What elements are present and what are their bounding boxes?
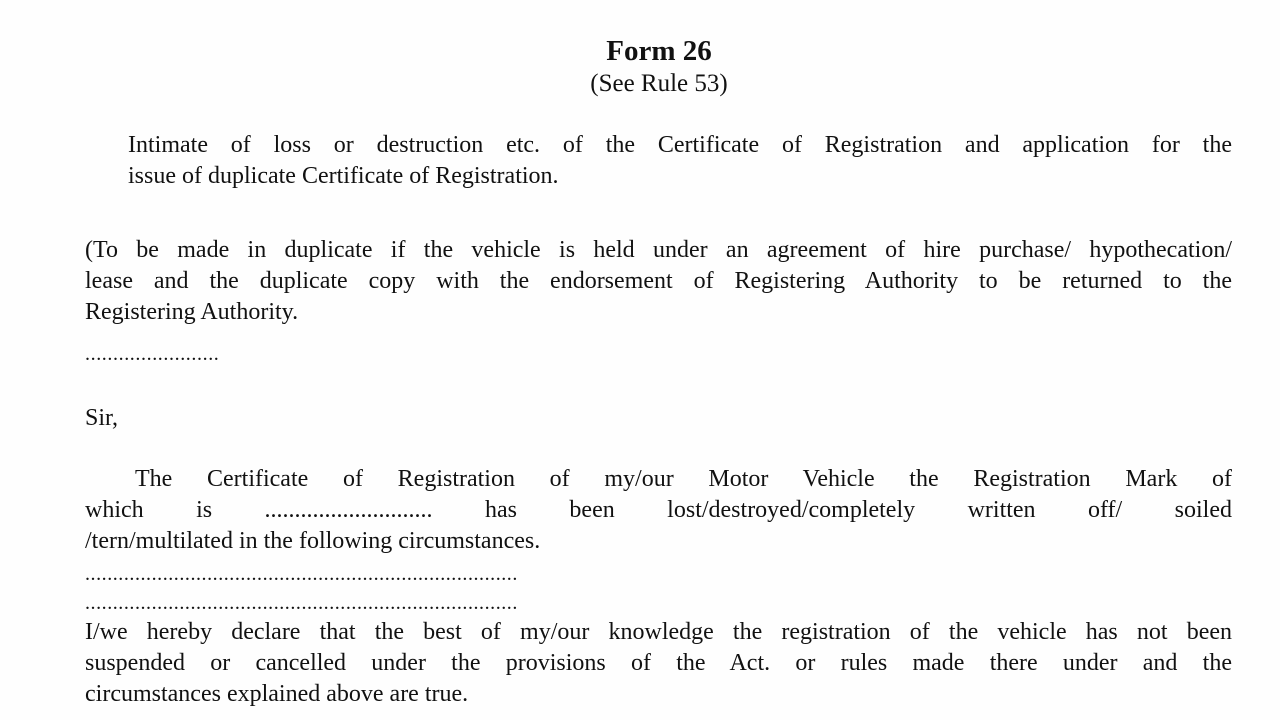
duplicate-instruction-note — [85, 235, 1232, 328]
text-line: (To be made in duplicate if the vehicle is held under an agreement of hire purchase/ hypothecation/ — [85, 237, 1232, 263]
text-line: /tern/multilated in the following circumstances. — [85, 528, 541, 554]
circumstances-blank-field-1[interactable]: .............................................................................. — [85, 563, 518, 585]
text-line: lease and the duplicate copy with the endorsement of Registering Authority to be returned to the — [85, 268, 1232, 294]
registration-mark-line[interactable]: which is ............................ has been lost/destroyed/completely written off/ soiled — [85, 497, 1232, 523]
text-line: circumstances explained above are true. — [85, 681, 469, 707]
text-line: I/we hereby declare that the best of my/our knowledge the registration of the vehicle has not been — [85, 619, 1232, 645]
form-purpose-paragraph — [128, 130, 1232, 192]
text-line: The Certificate of Registration of my/our Motor Vehicle the Registration Mark of — [135, 466, 1232, 492]
form-title: Form 26 — [606, 35, 712, 67]
text-line: Intimate of loss or destruction etc. of the Certificate of Registration and application for the — [128, 132, 1232, 158]
text-line: suspended or cancelled under the provisions of the Act. or rules made there under and the — [85, 650, 1232, 676]
circumstances-blank-field-2[interactable]: .............................................................................. — [85, 592, 518, 614]
loss-statement-paragraph — [85, 464, 1232, 557]
text-line: Registering Authority. — [85, 299, 299, 325]
declaration-paragraph — [85, 617, 1232, 710]
rule-reference: (See Rule 53) — [590, 70, 728, 97]
text-line: issue of duplicate Certificate of Registration. — [128, 163, 559, 189]
salutation: Sir, — [85, 405, 119, 431]
address-blank-field[interactable]: ........................ — [85, 343, 220, 365]
